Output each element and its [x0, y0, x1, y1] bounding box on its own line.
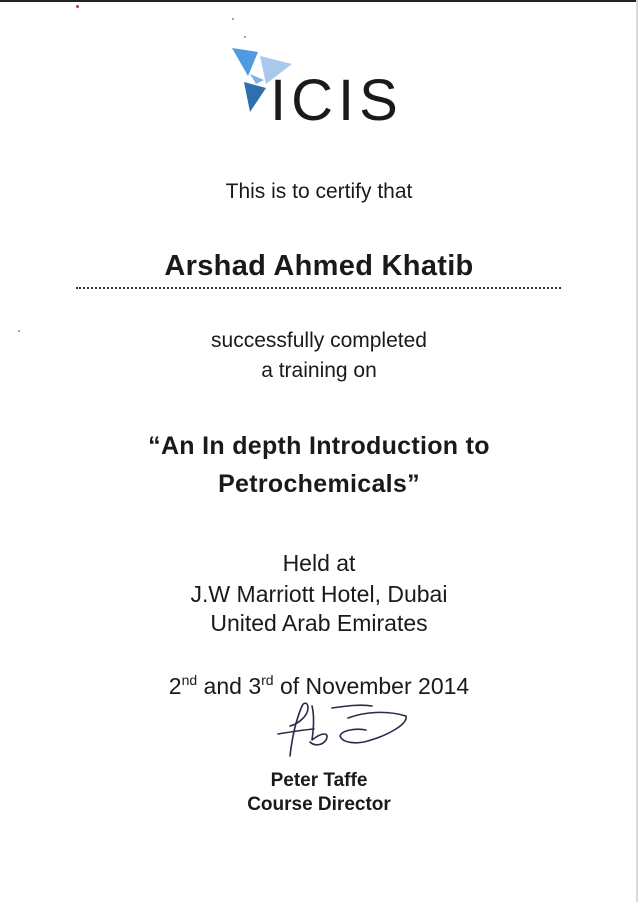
scan-speck [76, 5, 79, 8]
date-day1: 2 [168, 673, 182, 699]
name-dotted-rule [76, 287, 561, 289]
course-title-line-2: Petrochemicals” [218, 470, 420, 498]
signer-name: Peter Taffe [270, 770, 368, 791]
scan-speck [232, 18, 234, 20]
signer-role: Course Director [247, 794, 391, 815]
scan-speck [18, 330, 20, 332]
scan-speck [244, 36, 246, 38]
date-conjunction: and [197, 673, 249, 699]
scan-top-border [0, 0, 638, 2]
signature-icon [268, 694, 418, 764]
icis-logo [226, 44, 403, 144]
date-day2-suffix: rd [261, 672, 274, 688]
completed-line-2: a training on [261, 359, 377, 382]
date-day1-suffix: nd [181, 672, 198, 688]
completed-line-1: successfully completed [211, 329, 427, 352]
recipient-name: Arshad Ahmed Khatib [164, 250, 474, 282]
held-at-label: Held at [282, 550, 356, 576]
logo-wordmark: ICIS [270, 68, 403, 133]
venue-line-2: United Arab Emirates [210, 610, 428, 636]
date-day2: 3 [248, 673, 262, 699]
certify-intro: This is to certify that [225, 180, 413, 203]
venue-line-1: J.W Marriott Hotel, Dubai [190, 581, 448, 607]
date-month-year: of November 2014 [273, 673, 470, 699]
course-title-line-1: “An In depth Introduction to [148, 432, 490, 460]
